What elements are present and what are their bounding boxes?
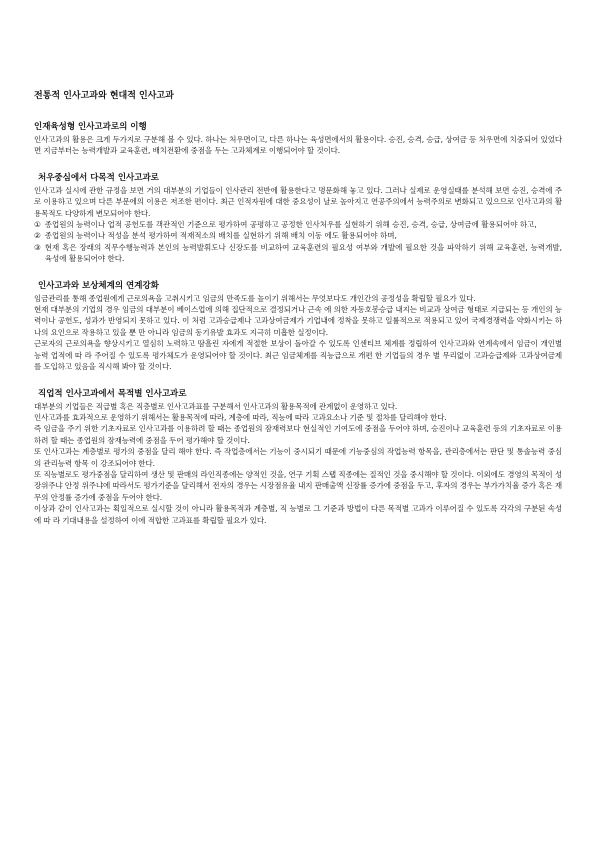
section-compensation-linkage — [34, 280, 562, 373]
list-marker: ② — [34, 231, 41, 241]
document-title: 전통적 인사고과와 현대적 인사고과 — [34, 91, 174, 101]
list-item-text: 종업원의 능력이나 적성을 분석 평가하여 적재적소의 배치를 실현하기 위해 배치 이동 에도 활용되어야 하며, — [44, 231, 397, 241]
paragraph: 인사고과를 효과적으로 운영하기 위해서는 활용목적에 따라, 계층에 따라, 직능에 따라 고과요소나 기준 및 절차를 달리해야 한다. — [34, 412, 447, 422]
paragraph: 대부분의 기업들은 직급별 혹은 직층별로 인사고과표를 구분해서 인사고과의 활용목적에 관계없이 운영하고 있다. — [34, 401, 398, 411]
list-item-text: 종업원의 능력이나 업적 공헌도를 객관적인 기준으로 평가하여 공평하고 공정한 인사처우를 실현하기 위해 승진, 승격, 승급, 상여금에 활용되어야 하고, — [44, 220, 537, 230]
paragraph: 임금관리를 통해 종업원에게 근로의욕을 고취시키고 임금의 만족도를 높이기 위해서는 무엇보다도 개인간의 공정성을 확립할 필요가 있다. — [34, 293, 476, 303]
paragraph: 근로자의 근로의욕을 향상시키고 열심히 노력하고 땀흘린 자에게 적절한 보상이 돌아갈 수 있도록 인센티브 체계를 정립하여 인사고과와 연계속에서 임금이 개인별 능력 업적에 따 라 주어질 수 있도록 평가체도가 운영되어야 할 것이다. 최근 임금체계를 직능급으로 개편 한 기업들의 경우 별 무리없이 고과승급제와 고과상여금제를 도입하고 있음을 직시해 봐야 할 것이다. — [34, 339, 562, 372]
list-item — [34, 219, 562, 230]
section-heading: 인재육성형 인사고과로의 이행 — [34, 122, 147, 132]
paragraph: 즉 임금을 주기 위한 기초자료로 인사고과를 이용하려 할 때는 종업원의 잠재력보다 현실적인 기여도에 중점을 두어야 하며, 승진이나 교육훈련 등의 기초자료로 이용하려 할 때는 종업원의 잠재능력에 중점을 두어 평가해야 할 것이다. — [34, 424, 562, 445]
list-item — [34, 230, 562, 241]
paragraph: 현재 대부분의 기업의 경우 임금의 대부분이 베이스업에 의해 집단적으로 결정되거나 근속 에 의한 자동호봉승급 내지는 비교과 상여금 형태로 지급되는 등 개인의 능력이나 공헌도, 성과가 반영되지 못하고 있다. 이 처럼 고과승급제나 고과상여금제가 기업내에 정착을 못하고 일률적으로 적용되고 있어 국제경쟁력을 약화시키는 하나의 요인으로 작용하고 있을 뿐 만 아니라 임금의 동기유발 효과도 지극히 미흡한 실정이다. — [34, 305, 562, 337]
paragraph: 또 직능별로도 평가중점을 달리하여 생산 및 판매의 라인직종에는 양적인 것을, 연구 기획 스탭 직종에는 질적인 것을 중시해야 할 것이다. 이외에도 경영의 목적이 성장위주냐 안정 위주냐에 따라서도 평가기준을 달리해서 전자의 경우는 시장점유율 내지 판매출액 신장률 증가에 중점을 두고, 후자의 경우는 부가가치율 증가 혹은 재무의 안정률 증가에 중점을 두어야 한다. — [34, 469, 562, 502]
document-body — [34, 90, 562, 541]
section-heading: 인사고과와 보상체계의 연계강화 — [38, 280, 159, 291]
section-purpose-based-appraisal — [34, 388, 562, 526]
paragraph: 이상과 같이 인사고과는 획일적으로 실시할 것이 아니라 활용목적과 계층별, 직 능별로 그 기준과 방법이 다른 목적별 고과가 이루어질 수 있도록 각각의 구분된 속성에 따 라 기대내용을 설정하여 이에 적합한 고과표를 확립할 필요가 있다. — [34, 504, 562, 525]
list-item — [34, 242, 562, 265]
list-item-text: 현재 혹은 장래의 직무수행능력과 본인의 능력발휘도나 신장도를 비교하여 교육훈련의 필요성 여부와 개발에 필요한 것을 파악하기 위해 교육훈련, 능력개발, 육성에 활용되어야 한다. — [44, 242, 562, 264]
section-talent-development — [34, 121, 562, 157]
paragraph: 인사고과 실시에 관한 규정을 보면 거의 대부분의 기업들이 인사관리 전반에 활용한다고 명문화해 놓고 있다. 그러나 실제로 운영실태를 분석해 보면 승진, 승격에 주로 이용하고 있으며 다른 부문에의 이용은 저조한 편이다. 최근 인적자원에 대한 중요성이 날로 높아지고 연공주의에서 능력주의로 변화되고 있으므로 인사고과의 활용목적도 다양하게 변모되어야 한다. — [34, 185, 562, 218]
list-marker: ③ — [34, 242, 41, 252]
paragraph: 또 인사고과는 계층별로 평가의 중점을 달리 해야 한다. 즉 작업층에서는 기능이 중시되기 때문에 기능중심의 작업능력 항목을, 관리층에서는 판단 및 통솔능력 중심의 관리능력 항목 이 강조되어야 한다. — [34, 447, 562, 468]
section-multipurpose-appraisal — [34, 172, 562, 265]
section-heading: 직업적 인사고과에서 목적별 인사고과로 — [38, 388, 187, 399]
section-heading: 처우중심에서 다목적 인사고과로 — [38, 172, 159, 183]
paragraph: 인사고과의 활용은 크게 두가지로 구분해 볼 수 있다. 하나는 처우면이고, 다른 하나는 육성면에서의 활용이다. 승진, 승격, 승급, 상여금 등 처우면에 치중되어 있었다면 지금부터는 능력개발과 교육훈련, 배치전환에 중점을 두는 고과체계로 이행되어야 할 것이다. — [34, 135, 562, 156]
list-marker: ① — [34, 220, 41, 230]
